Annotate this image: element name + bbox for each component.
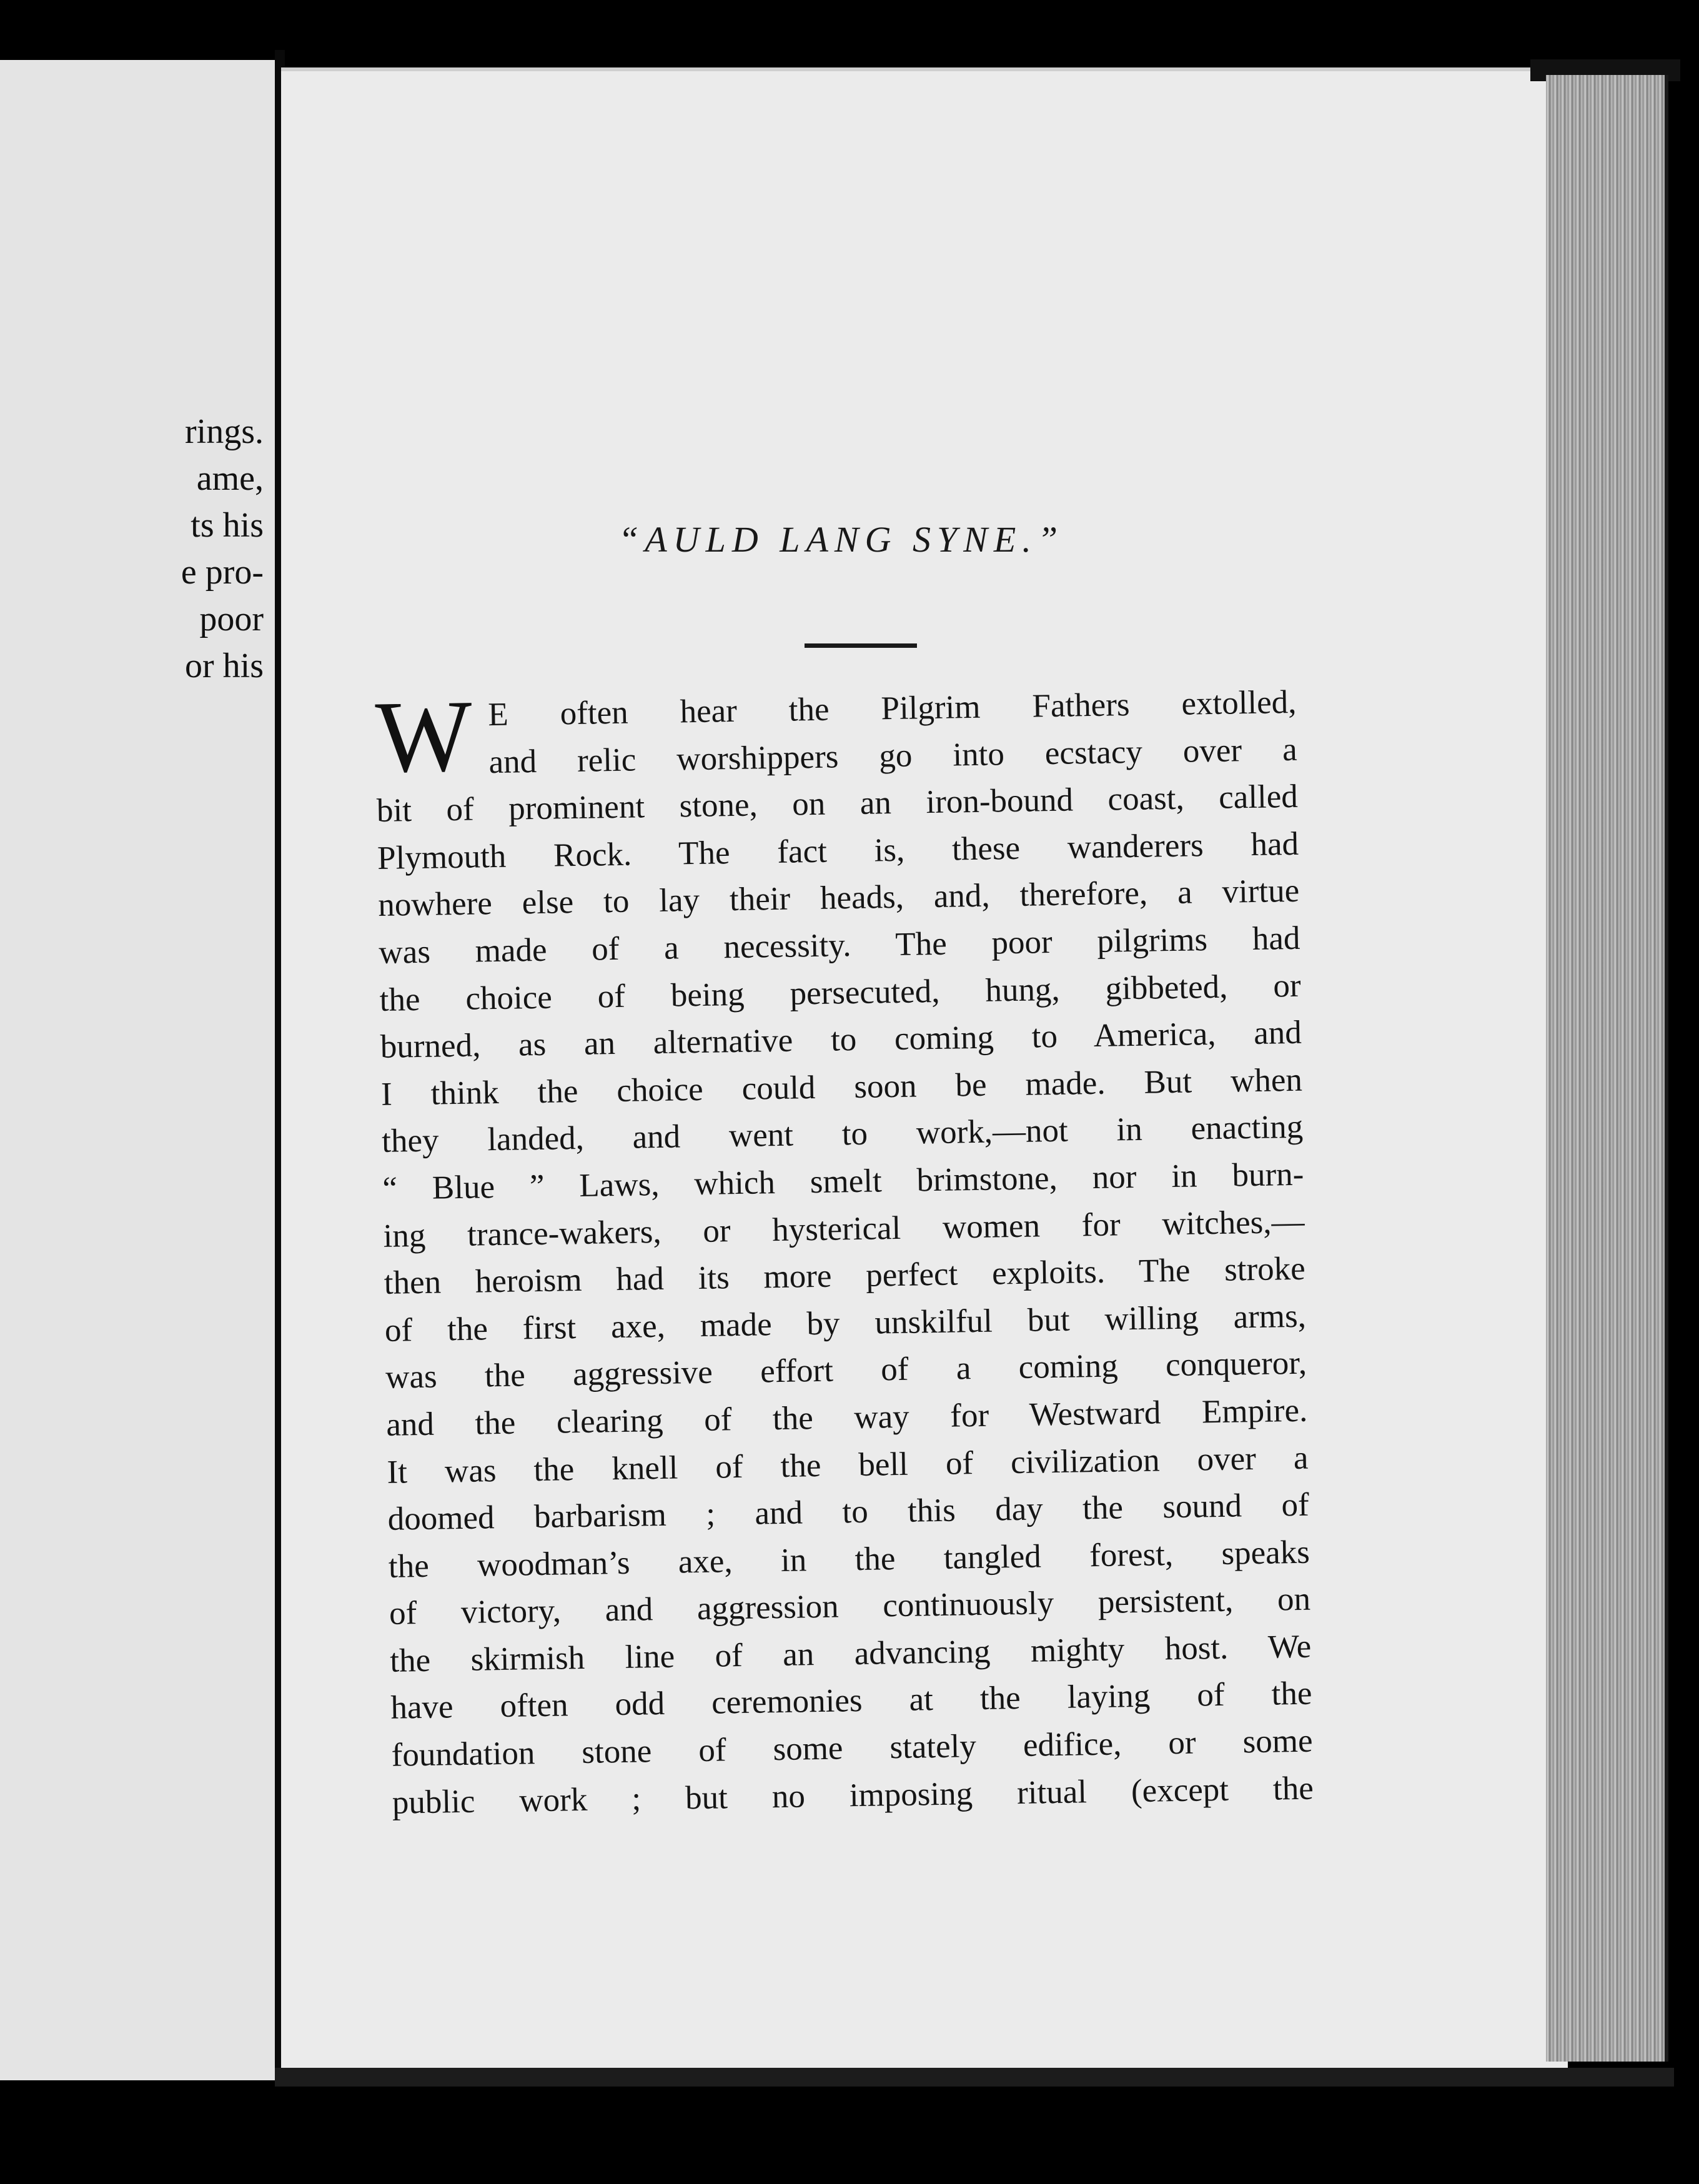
left-line: e pro-: [181, 553, 264, 592]
text-line: and relic worshippers go into ecstacy over a: [488, 731, 1298, 780]
text-line: was the aggressive effort of a coming conqueror,: [385, 1345, 1307, 1396]
drop-cap: W: [374, 679, 473, 794]
left-line: poor: [199, 600, 264, 638]
left-page-text: [181, 409, 264, 690]
page-bottom-shadow: [275, 2068, 1674, 2087]
left-line: ame,: [196, 459, 264, 498]
text-line: and the clearing of the way for Westward Empire.: [385, 1392, 1308, 1443]
left-line: or his: [185, 647, 264, 685]
text-line: bit of prominent stone, on an iron-bound coast, called: [376, 778, 1299, 830]
text-line: burned, as an alternative to coming to America, and: [380, 1014, 1302, 1066]
text-line: the choice of being persecuted, hung, gibbeted, or: [379, 967, 1301, 1018]
title-rule: [805, 643, 917, 648]
left-page: [0, 60, 277, 2080]
left-line: rings.: [185, 412, 264, 451]
text-line: doomed barbarism ; and to this day the sound of: [387, 1486, 1310, 1537]
text-line: nowhere else to lay their heads, and, therefore, a virtue: [377, 873, 1300, 924]
chapter-title: “AULD LANG SYNE.”: [618, 519, 1064, 560]
text-line: was made of a necessity. The poor pilgrims had: [379, 920, 1300, 971]
text-line: I think the choice could soon be made. But when: [380, 1061, 1303, 1113]
text-line: Plymouth Rock. The fact is, these wanderers had: [377, 825, 1299, 876]
text-line: then heroism had its more perfect exploits. The stroke: [384, 1250, 1306, 1302]
text-line: have often odd ceremonies at the laying of the: [390, 1675, 1312, 1727]
page-edges: [1546, 75, 1668, 2062]
text-line: of victory, and aggression continuously persistent, on: [389, 1581, 1311, 1632]
text-line: public work ; but no imposing ritual (except the: [392, 1770, 1314, 1821]
text-line: the skirmish line of an advancing mighty host. We: [389, 1628, 1312, 1679]
text-line: the woodman’s axe, in the tangled forest, speaks: [388, 1534, 1310, 1585]
text-line: “ Blue ” Laws, which smelt brimstone, nor in burn-: [382, 1156, 1304, 1207]
text-line: foundation stone of some stately edifice, or some: [391, 1722, 1313, 1774]
text-line: E often hear the Pilgrim Fathers extolled,: [487, 683, 1297, 733]
text-line: of the first axe, made by unskilful but willing arms,: [384, 1298, 1307, 1349]
text-line: It was the knell of the bell of civilization over a: [387, 1439, 1309, 1491]
left-line: ts his: [191, 506, 264, 545]
text-line: ing trance-wakers, or hysterical women for witches,—: [383, 1203, 1305, 1254]
body-text: [375, 679, 1314, 1827]
text-line: they landed, and went to work,—not in enacting: [381, 1109, 1304, 1160]
